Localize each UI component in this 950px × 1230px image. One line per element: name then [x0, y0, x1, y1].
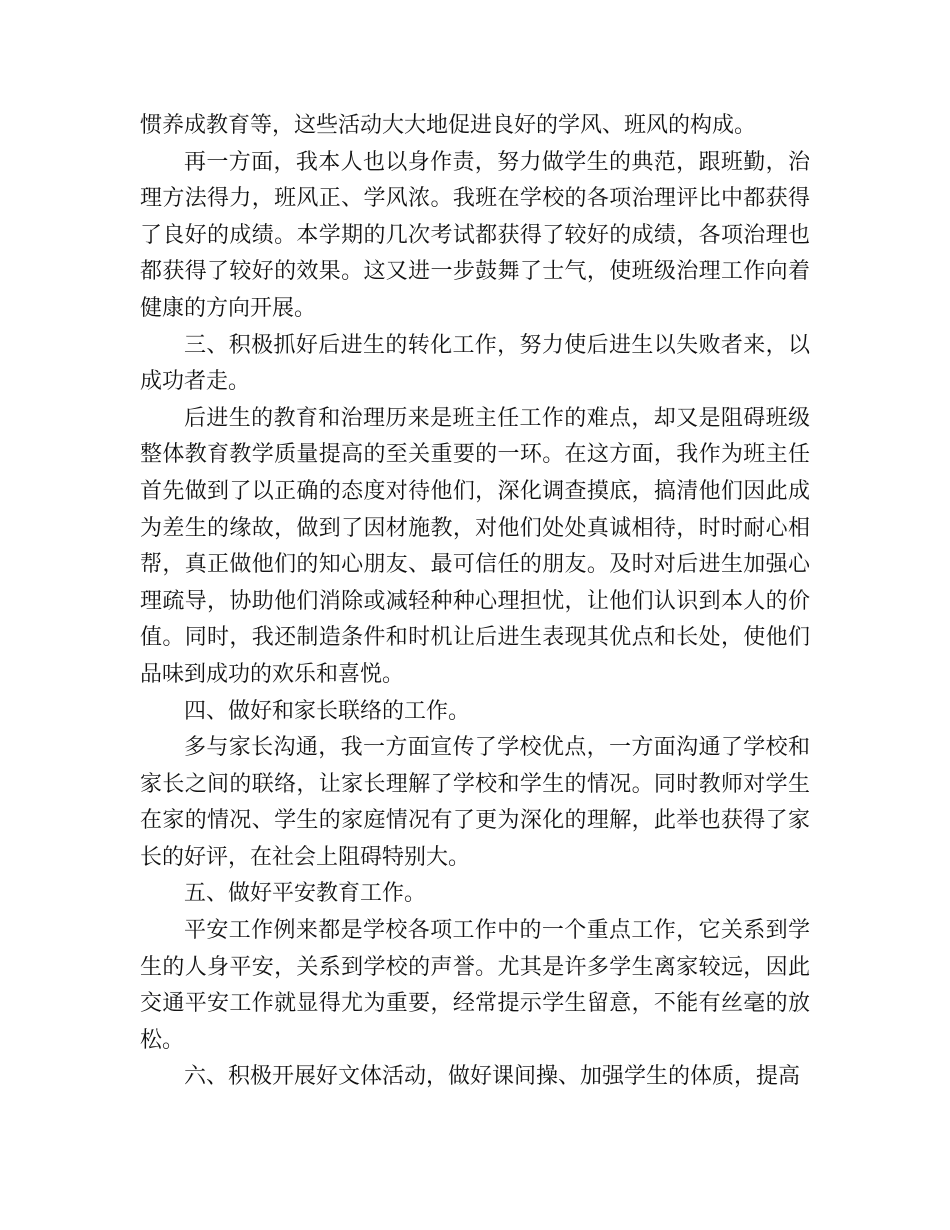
section-heading-3: 三、积极抓好后进生的转化工作，努力使后进生以失败者来，以成功者走。 [140, 332, 810, 395]
paragraph-4: 后进生的教育和治理历来是班主任工作的难点，却又是阻碍班级整体教育教学质量提高的至关重要的一环。在这方面，我作为班主任首先做到了以正确的态度对待他们，深化调查摸底，搞清他们因此成为差生的缘故，做到了因材施教，对他们处处真诚相待，时时耐心相帮，真正做他们的知心朋友、最可信任的朋友。及时对后进生加强心理疏导，协助他们消除或减轻种种心理担忧，让他们认识到本人的价值。同时，我还制造条件和时机让后进生表现其优点和长处，使他们品味到成功的欢乐和喜悦。 [140, 405, 810, 687]
section-heading-5: 五、做好平安教育工作。 [184, 881, 427, 907]
document-page [140, 108, 810, 1096]
paragraph-2: 再一方面，我本人也以身作责，努力做学生的典范，跟班勤，治理方法得力，班风正、学风浓。我班在学校的各项治理评比中都获得了良好的成绩。本学期的几次考试都获得了较好的成绩，各项治理也都获得了较好的效果。这又进一步鼓舞了士气，使班级治理工作向着健康的方向开展。 [140, 149, 810, 321]
section-heading-6: 六、积极开展好文体活动，做好课间操、加强学生的体质，提高 [184, 1064, 801, 1090]
paragraph-1: 惯养成教育等，这些活动大大地促进良好的学风、班风的构成。 [140, 113, 757, 138]
paragraph-6: 多与家长沟通，我一方面宣传了学校优点，一方面沟通了学校和家长之间的联络，让家长理解了学校和学生的情况。同时教师对学生在家的情况、学生的家庭情况有了更为深化的理解，此举也获得了家长的好评，在社会上阻碍特别大。 [140, 735, 810, 870]
paragraph-8: 平安工作例来都是学校各项工作中的一个重点工作，它关系到学生的人身平安，关系到学校的声誉。尤其是许多学生离家较远，因此交通平安工作就显得尤为重要，经常提示学生留意，不能有丝毫的放松。 [140, 918, 810, 1053]
section-heading-4: 四、做好和家长联络的工作。 [184, 698, 471, 724]
